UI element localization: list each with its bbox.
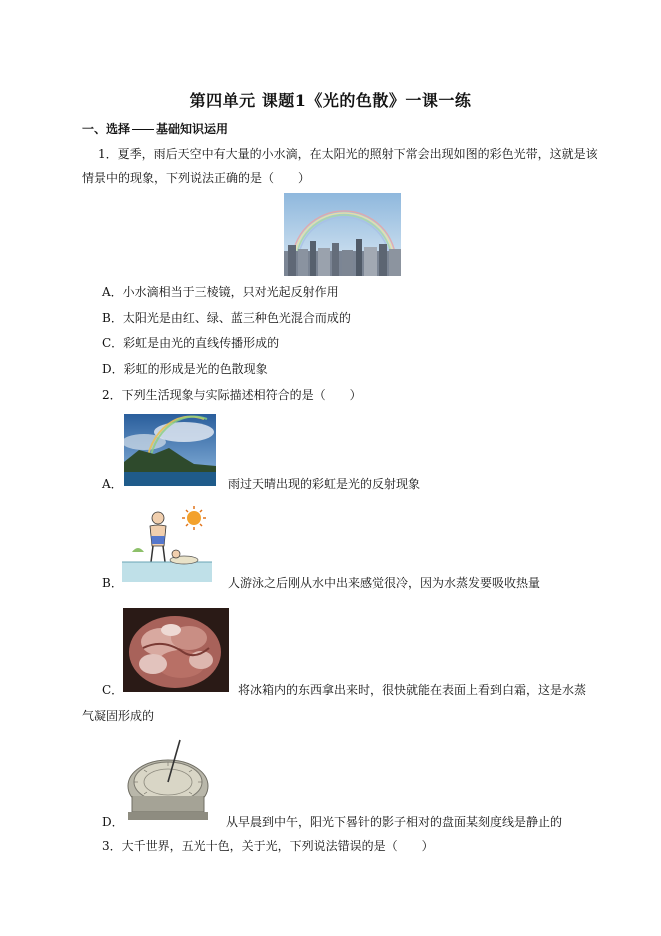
q1-stem-line1: 1．夏季，雨后天空中有大量的小水滴，在太阳光的照射下常会出现如图的彩色光带，这就是该 <box>98 147 598 161</box>
q2-option-a-label: A． <box>102 477 123 491</box>
section-prefix: 一、选择 <box>82 122 131 136</box>
q1-option-d: D．彩虹的形成是光的色散现象 <box>102 362 268 376</box>
q2-stem: 2．下列生活现象与实际描述相符合的是（ ） <box>102 388 362 402</box>
swimmer-cartoon-image <box>122 504 212 582</box>
q3-stem: 3．大千世界，五光十色，关于光，下列说法错误的是（ ） <box>102 839 434 853</box>
q1-stem-line2: 情景中的现象，下列说法正确的是（ ） <box>82 171 311 185</box>
q2-option-b-text: 人游泳之后刚从水中出来感觉很冷，因为水蒸发要吸收热量 <box>228 576 541 590</box>
section-heading <box>82 120 228 137</box>
section-blank <box>132 129 154 130</box>
q2-option-c-text-line2: 气凝固形成的 <box>82 709 155 723</box>
q1-option-c: C．彩虹是由光的直线传播形成的 <box>102 336 280 350</box>
rainbow-city-image <box>284 193 401 276</box>
q2-option-c-label: C． <box>102 683 124 697</box>
rainbow-coast-image <box>124 414 216 486</box>
q1-option-a: A．小水滴相当于三棱镜，只对光起反射作用 <box>102 285 339 299</box>
q2-option-d-text: 从早晨到中午，阳光下晷针的影子相对的盘面某刻度线是静止的 <box>226 815 563 829</box>
sundial-image <box>122 736 214 824</box>
q2-option-c-text: 将冰箱内的东西拿出来时，很快就能在表面上看到白霜，这是水蒸 <box>238 683 587 697</box>
q2-option-b-label: B． <box>102 576 123 590</box>
section-suffix: 基础知识运用 <box>156 122 229 136</box>
page-title: 第四单元 课题1《光的色散》一课一练 <box>189 91 472 110</box>
q2-option-d-label: D． <box>102 815 124 829</box>
q1-option-b: B．太阳光是由红、绿、蓝三种色光混合而成的 <box>102 311 351 325</box>
q2-option-a-text: 雨过天晴出现的彩虹是光的反射现象 <box>228 477 421 491</box>
frosted-meat-image <box>123 608 229 692</box>
